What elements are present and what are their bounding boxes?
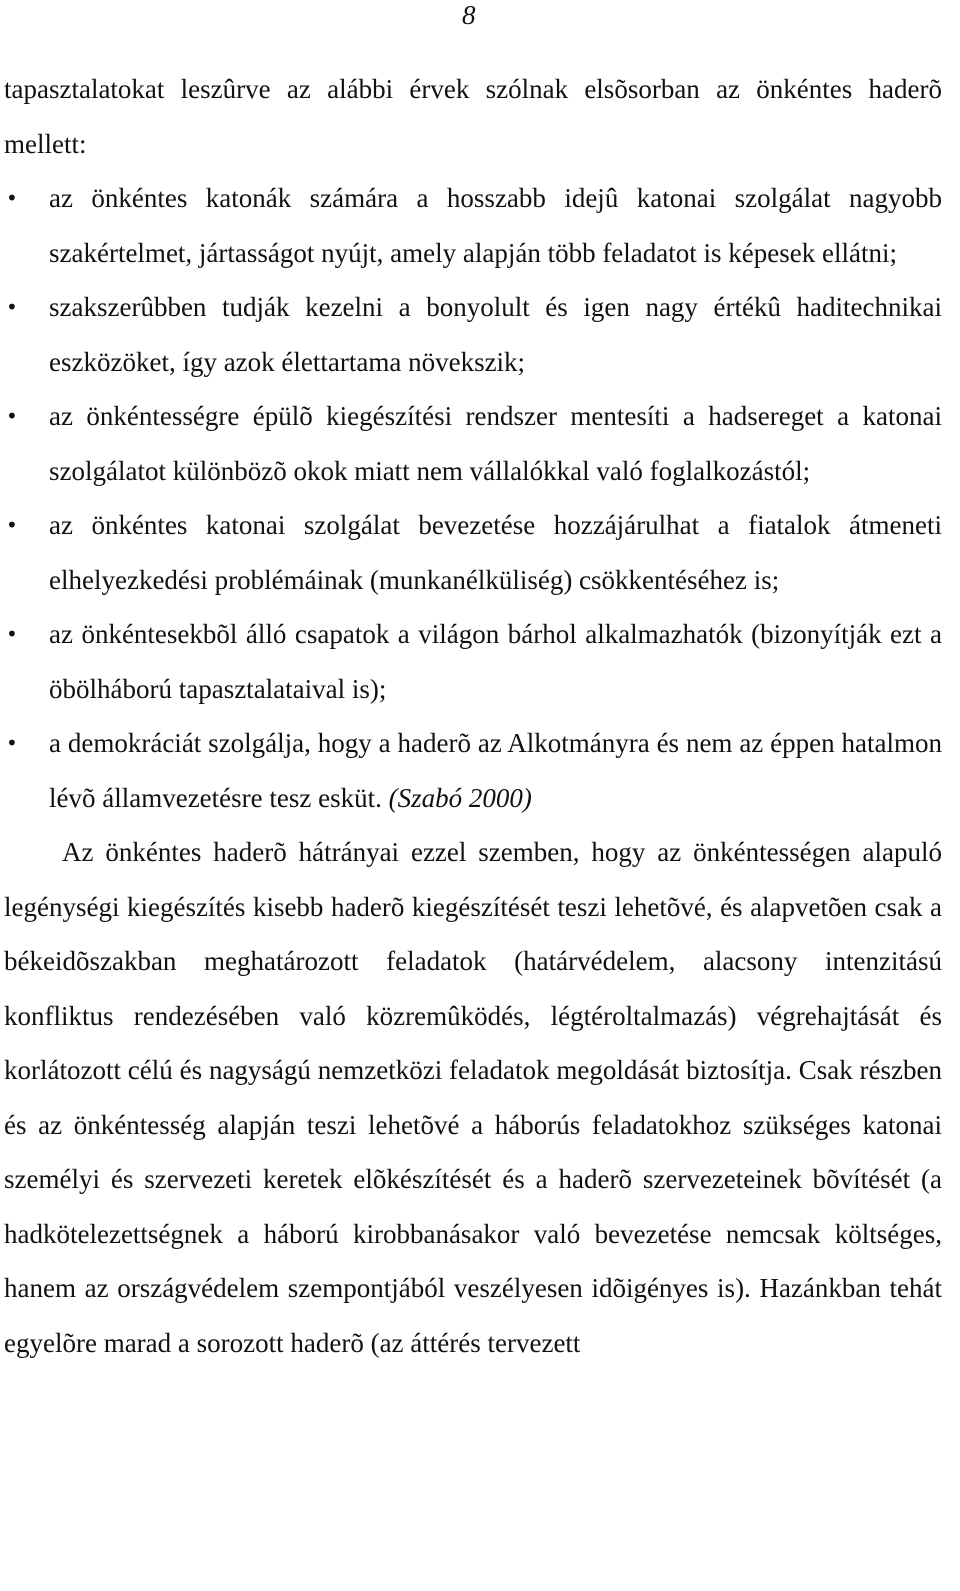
advantages-list <box>4 171 942 825</box>
document-body <box>4 62 942 1370</box>
list-item-text: az önkéntes katonai szolgálat bevezetése hozzájárulhat a fiatalok átmeneti elhelyezkedési problémáinak (munkanélküliség) csökkentéséhez is; <box>49 510 942 595</box>
list-item-text: a demokráciát szolgálja, hogy a haderõ az Alkotmányra és nem az éppen hatalmon lévõ államvezetésre tesz esküt. <box>49 728 942 813</box>
list-item-text: az önkéntesekbõl álló csapatok a világon bárhol alkalmazhatók (bizonyítják ezt a öbölháború tapasztalataival is); <box>49 619 942 704</box>
list-item-text: szakszerûbben tudják kezelni a bonyolult és igen nagy értékû haditechnikai eszközöket, így azok élettartama növekszik; <box>49 292 942 377</box>
bullet-icon: • <box>6 513 18 537</box>
citation: (Szabó 2000) <box>388 782 532 813</box>
list-item <box>4 498 942 607</box>
page-number: 8 <box>462 0 476 30</box>
bullet-icon: • <box>6 622 18 646</box>
list-item <box>4 607 942 716</box>
list-item-text: az önkéntes katonák számára a hosszabb idejû katonai szolgálat nagyobb szakértelmet, jártasságot nyújt, amely alapján több feladatot is képesek ellátni; <box>49 183 942 268</box>
bullet-icon: • <box>6 295 18 319</box>
list-item-text: az önkéntességre épülõ kiegészítési rendszer mentesíti a hadsereget a katonai szolgálatot különbözõ okok miatt nem vállalókkal való foglalkozástól; <box>49 401 942 486</box>
list-item <box>4 280 942 389</box>
list-item <box>4 171 942 280</box>
bullet-icon: • <box>6 186 18 210</box>
bullet-icon: • <box>6 404 18 428</box>
body-paragraph: Az önkéntes haderõ hátrányai ezzel szemben, hogy az önkéntességen alapuló legénységi kiegészítés kisebb haderõ kiegészítését teszi lehetõvé, és alapvetõen csak a békeidõszakban meghatározott feladatok (határvédelem, alacsony intenzitású konfliktus rendezésében való közremûködés, légtéroltalmazás) végrehajtását és korlátozott célú és nagyságú nemzetközi feladatok megoldását biztosítja. Csak részben és az önkéntesség alapján teszi lehetõvé a háborús feladatokhoz szükséges katonai személyi és szervezeti keretek elõkészítését és a haderõ szervezeteinek bõvítését (a hadkötelezettségnek a háború kirobbanásakor való bevezetése nemcsak költséges, hanem az országvédelem szempontjából veszélyesen idõigényes is). Hazánkban tehát egyelõre marad a sorozott haderõ (az áttérés tervezett <box>4 837 942 1358</box>
list-item <box>4 389 942 498</box>
intro-paragraph: tapasztalatokat leszûrve az alábbi érvek szólnak elsõsorban az önkéntes haderõ mellett: <box>4 74 942 159</box>
list-item <box>4 716 942 825</box>
bullet-icon: • <box>6 731 18 755</box>
